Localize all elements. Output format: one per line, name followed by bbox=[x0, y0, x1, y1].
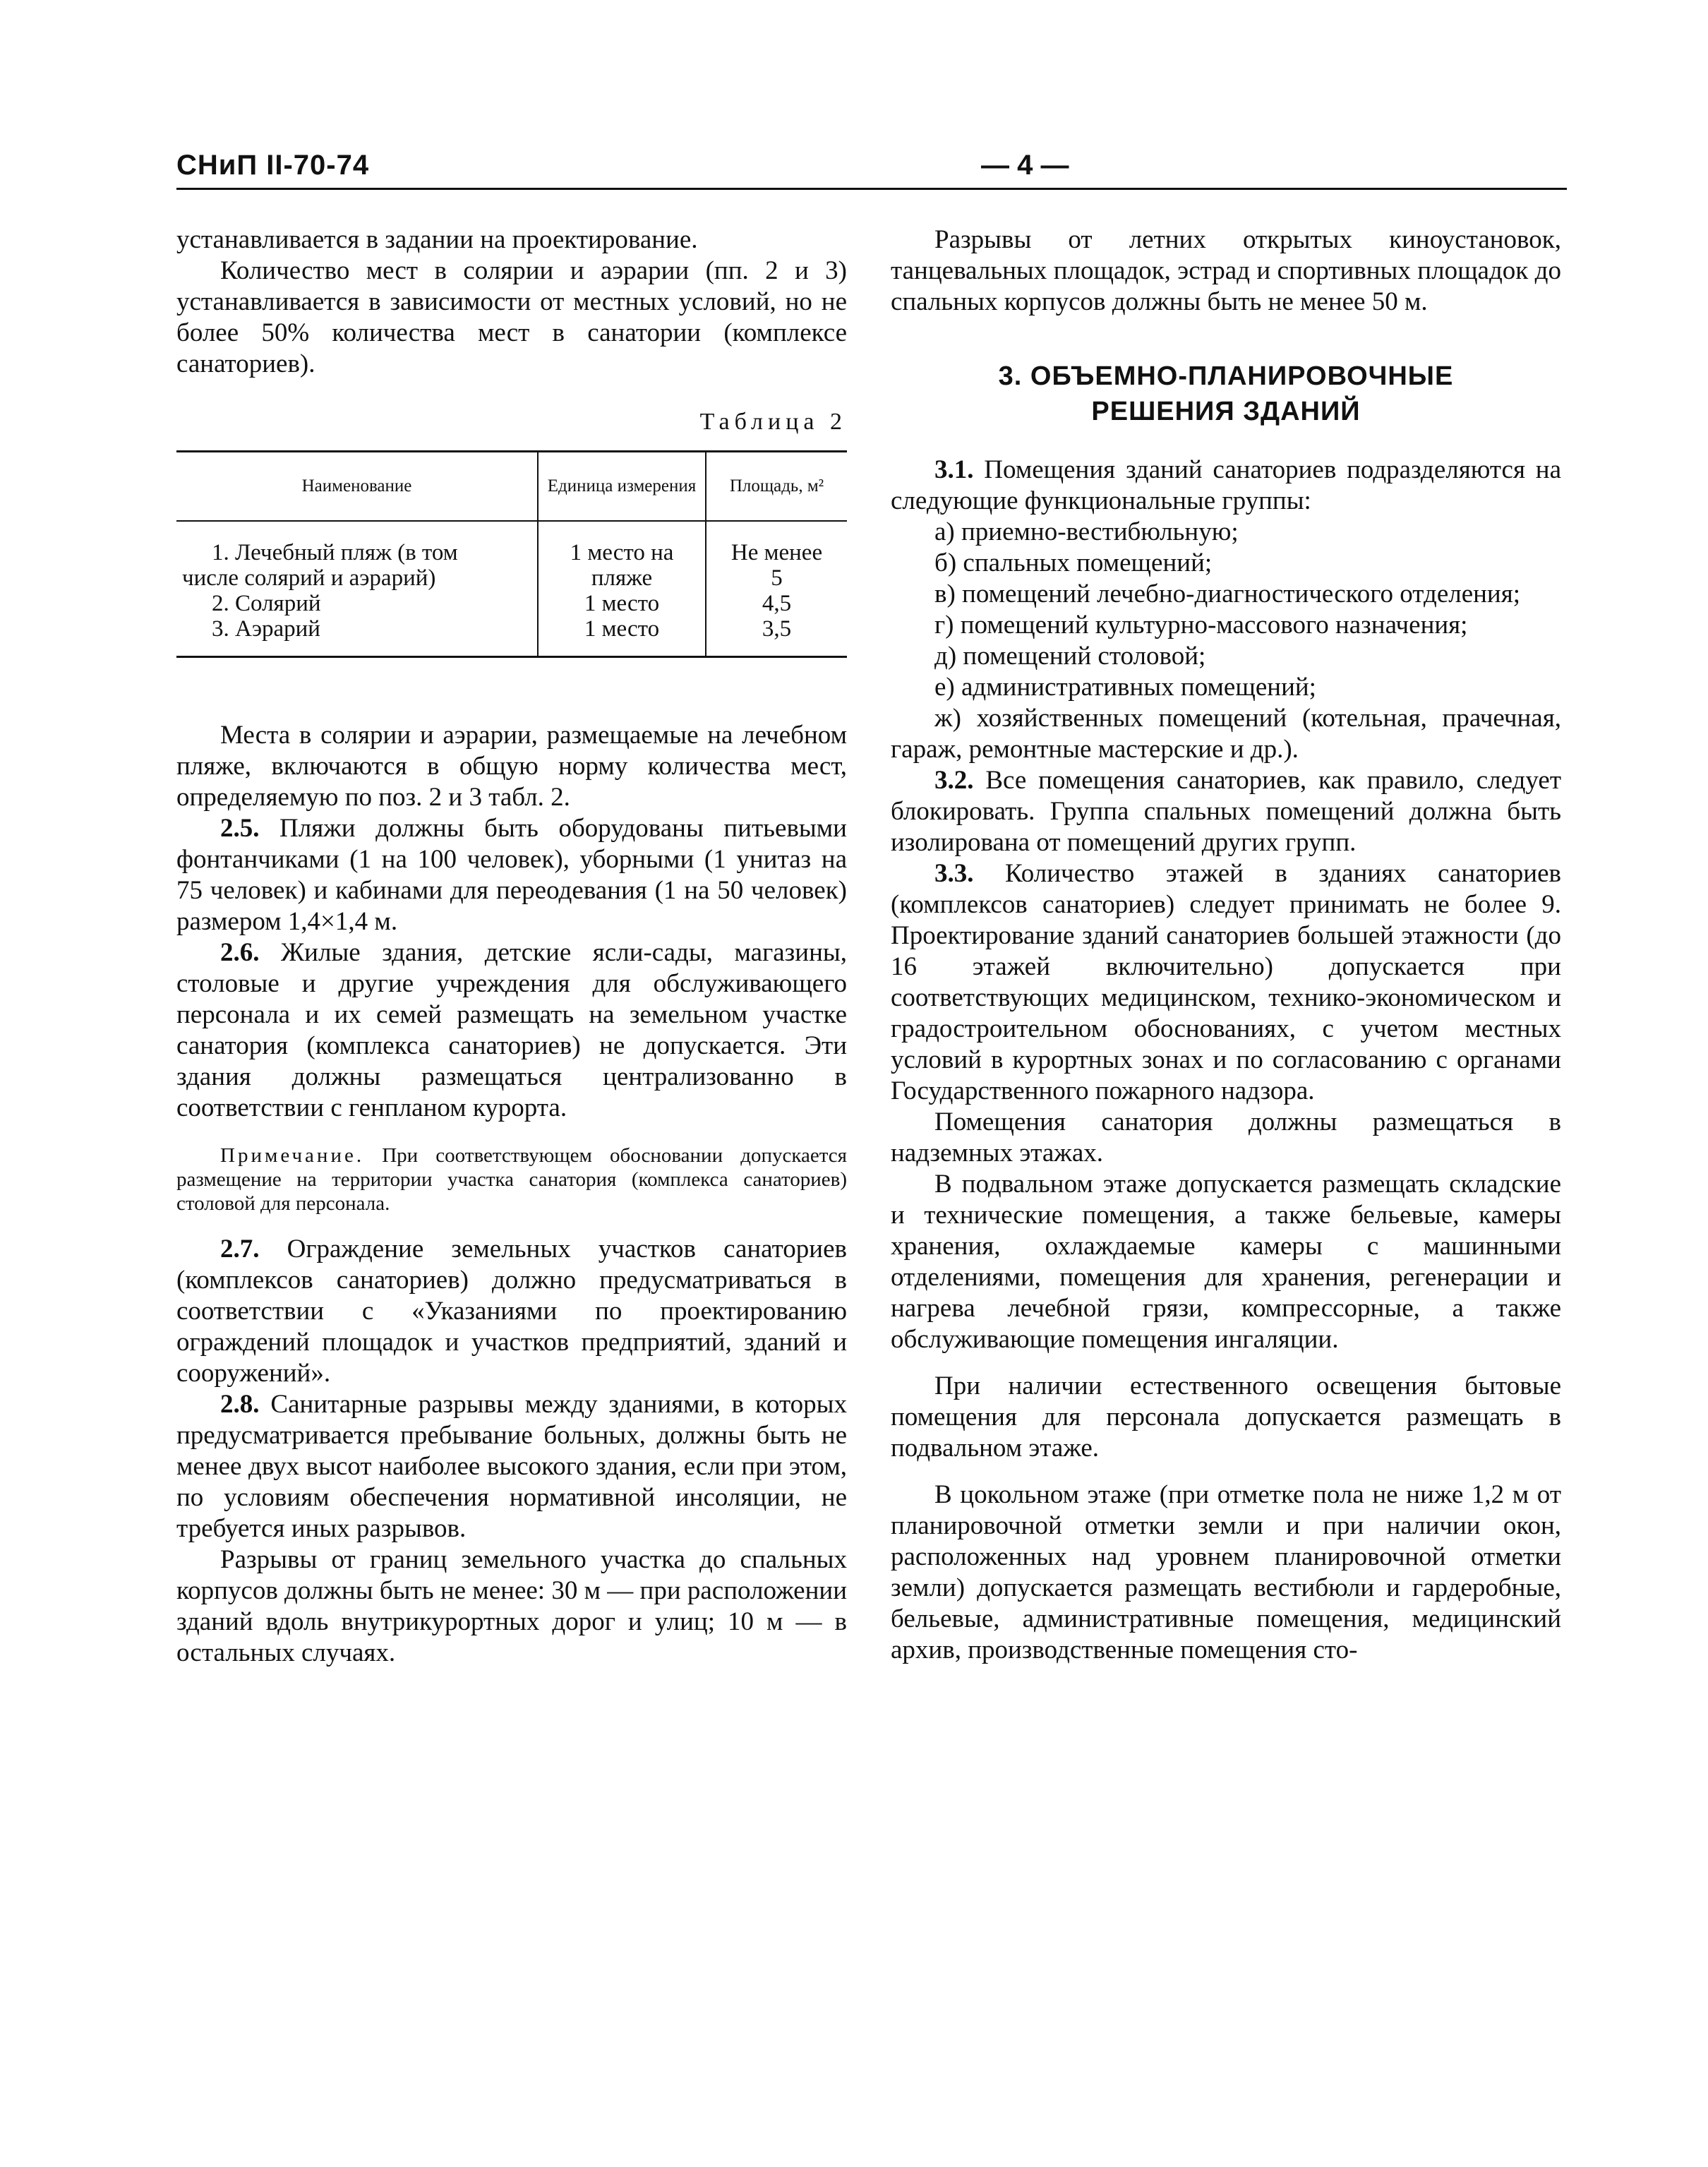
cell-text: 1. Лечебный пляж (в том bbox=[212, 540, 458, 565]
paragraph: Разрывы от границ земельного участка до спальных корпусов должны быть не менее: 30 м — при расположении зданий вдоль внутрикурортных дорог и улиц; 10 м — в остальных случаях. bbox=[176, 1545, 847, 1667]
section-3-2 bbox=[891, 765, 1561, 858]
section-number: 3.2. bbox=[934, 766, 974, 795]
cell-text: числе солярий и аэрарий) bbox=[182, 565, 436, 591]
cell-text: 3,5 bbox=[762, 616, 792, 642]
section-text: Пляжи должны быть оборудованы питьевыми фонтанчиками (1 на 100 человек), уборными (1 унитаз на 75 человек) и кабинами для переодевания (1 на 50 человек) размером 1,4×1,4 м. bbox=[176, 814, 847, 936]
header-rule bbox=[176, 188, 1567, 190]
list-item: в) помещений лечебно-диагностического отделения; bbox=[934, 580, 1521, 608]
table-caption: Таблица 2 bbox=[699, 409, 847, 435]
left-column bbox=[176, 224, 847, 1669]
cell-text: 5 bbox=[771, 565, 783, 591]
section-3-1 bbox=[891, 455, 1561, 517]
table-cell-area bbox=[706, 521, 847, 657]
page-number: — 4 — bbox=[981, 150, 1069, 181]
section-number: 2.5. bbox=[220, 814, 260, 843]
table-cell-unit bbox=[538, 521, 706, 657]
section-number: 2.6. bbox=[220, 938, 260, 967]
section-text: Санитарные разрывы между зданиями, в которых предусматривается пребывание больных, должны быть не менее двух высот наиболее высокого здания, если при этом, по условиям обеспечения нормативной инсоляции, не требуется иных разрывов. bbox=[176, 1390, 847, 1543]
section-heading bbox=[891, 359, 1561, 429]
cell-text: 3. Аэрарий bbox=[212, 616, 320, 642]
paragraph: Помещения санатория должны размещаться в надземных этажах. bbox=[891, 1107, 1561, 1167]
section-2-8 bbox=[176, 1389, 847, 1544]
table-header-row bbox=[176, 452, 847, 522]
table-cell-name bbox=[176, 521, 538, 657]
paragraph: В подвальном этаже допускается размещать складские и технические помещения, а также бельевые, камеры хранения, охлаждаемые камеры с машинными отделениями, помещения для хранения, регенерации и нагрева лечебной грязи, компрессорные, а также обслуживающие помещения ингаляции. bbox=[891, 1170, 1561, 1354]
paragraph: Количество мест в солярии и аэрарии (пп. 2 и 3) устанавливается в зависимости от местных условий, но не более 50% количества мест в санатории (комплексе санаториев). bbox=[176, 256, 847, 378]
section-text: Количество этажей в зданиях санаториев (комплексов санаториев) следует принимать не более 9. Проектирование зданий санаториев большей этажности (до 16 этажей включительно) допускается при соответствующих медицинском, технико-экономическом и градостроительном обоснованиях, с учетом местных условий в курортных зонах и по согласованию с органами Государственного пожарного надзора. bbox=[891, 859, 1561, 1105]
section-text: Помещения зданий санаториев подразделяются на следующие функциональные группы: bbox=[891, 455, 1561, 515]
table-header-area: Площадь, м² bbox=[706, 452, 847, 522]
table-header-name: Наименование bbox=[176, 452, 538, 522]
list-item: ж) хозяйственных помещений (котельная, прачечная, гараж, ремонтные мастерские и др.). bbox=[891, 704, 1561, 764]
list-item: а) приемно-вестибюльную; bbox=[934, 517, 1239, 546]
cell-text: 1 место на bbox=[570, 540, 674, 565]
section-number: 3.3. bbox=[934, 859, 974, 888]
table-row bbox=[176, 521, 847, 657]
cell-text: Не менее bbox=[730, 540, 823, 565]
section-2-7 bbox=[176, 1234, 847, 1389]
heading-line: 3. ОБЪЕМНО-ПЛАНИРОВОЧНЫЕ bbox=[998, 361, 1454, 391]
section-2-5 bbox=[176, 813, 847, 937]
section-text: Жилые здания, детские ясли-сады, магазины, столовые и другие учреждения для обслуживающего персонала и их семей размещать на земельном участке санатория (комплекса санаториев) не допускается. Эти здания должны размещаться централизованно в соответствии с генпланом курорта. bbox=[176, 938, 847, 1122]
cell-text: 2. Солярий bbox=[212, 591, 321, 616]
note bbox=[176, 1143, 847, 1215]
table-2 bbox=[176, 450, 847, 658]
list-item: г) помещений культурно-массового назначения; bbox=[934, 611, 1468, 640]
paragraph: В цокольном этаже (при отметке пола не ниже 1,2 м от планировочной отметки земли и при наличии окон, расположенных над уровнем планировочной отметки земли) допускается размещать вестибюли и гардеробные, бельевые, административные помещения, медицинский архив, производственные помещения сто- bbox=[891, 1480, 1561, 1664]
cell-text: 4,5 bbox=[762, 591, 792, 616]
section-number: 2.8. bbox=[220, 1390, 260, 1419]
section-number: 2.7. bbox=[220, 1235, 260, 1263]
list-item: д) помещений столовой; bbox=[934, 642, 1206, 671]
cell-text: пляже bbox=[591, 565, 653, 591]
section-number: 3.1. bbox=[934, 455, 974, 484]
paragraph: При наличии естественного освещения бытовые помещения для персонала допускается размещать в подвальном этаже. bbox=[891, 1371, 1561, 1463]
table-header-unit: Единица измерения bbox=[538, 452, 706, 522]
heading-line: РЕШЕНИЯ ЗДАНИЙ bbox=[1091, 397, 1361, 426]
list-item: е) административных помещений; bbox=[934, 673, 1316, 702]
right-column bbox=[891, 224, 1561, 1666]
cell-text: 1 место bbox=[584, 591, 660, 616]
section-text: Все помещения санаториев, как правило, следует блокировать. Группа спальных помещений должна быть изолирована от помещений других групп. bbox=[891, 766, 1562, 857]
section-text: Ограждение земельных участков санаториев (комплексов санаториев) должно предусматриваться в соответствии с «Указаниями по проектированию ограждений площадок и участков предприятий, зданий и сооружений». bbox=[176, 1235, 848, 1388]
paragraph: устанавливается в задании на проектирование. bbox=[176, 225, 698, 254]
page-header bbox=[176, 150, 1567, 192]
section-3-3 bbox=[891, 858, 1561, 1107]
note-label: Примечание. bbox=[220, 1144, 365, 1167]
paragraph: Места в солярии и аэрарии, размещаемые на лечебном пляже, включаются в общую норму количества мест, определяемую по поз. 2 и 3 табл. 2. bbox=[176, 721, 847, 812]
note-text: При соответствующем обосновании допускается размещение на территории участка санатория (комплекса санаториев) столовой для персонала. bbox=[176, 1144, 847, 1215]
paragraph: Разрывы от летних открытых киноустановок, танцевальных площадок, эстрад и спортивных площадок до спальных корпусов должны быть не менее 50 м. bbox=[891, 225, 1561, 316]
document-code: СНиП II-70-74 bbox=[176, 150, 370, 181]
section-2-6 bbox=[176, 937, 847, 1124]
cell-text: 1 место bbox=[584, 616, 660, 642]
list-item: б) спальных помещений; bbox=[934, 548, 1213, 577]
